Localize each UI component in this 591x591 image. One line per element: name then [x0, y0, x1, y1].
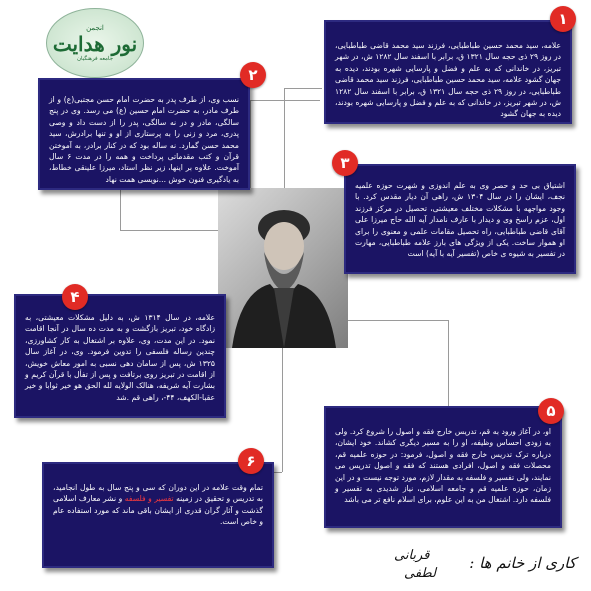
connector-line [250, 100, 320, 101]
step-badge-6: ۶ [238, 448, 264, 474]
connector-line [448, 320, 449, 410]
connector-line [120, 230, 218, 231]
logo-main-text: نور هدایت [52, 32, 138, 56]
card-text: اشتیاق بی حد و حصر وی به علم اندوزی و شهرت حوزه علمیه نجف، ایشان را در سال ۱۳۰۴ ش، راهی آن دیار مقدس کرد. با وجود مواجهه با مشکلات مختلف معیشتی، تحصیل در مرکز فرزند اول، عزم راسخ وی و دیدار با عارف نامدار آیه الله حاج میرزا علی آقای قاضی طباطبایی، راه تحصیل مقامات علمی و معنوی را برای او هموار ساخت. یکی از ویژگی های بارز علامه طباطبایی، مهارت در تفسیر به شیوه ی خاص (تفسیر آیه با آیه) است [355, 181, 565, 259]
info-card-2 [38, 78, 250, 190]
card-text [53, 482, 263, 528]
card-text-part: و نشر معارف اسلامی گذشت و آثار گران قدری از ایشان باقی ماند که مورد استفاده عام و خاص است. [53, 494, 263, 527]
connector-line [250, 100, 251, 190]
card-text-part: تمام وقت علامه در این دوران که سی و پنج سال به طول انجامید، به تدریس و تحقیق در زمینه [53, 483, 263, 504]
step-badge-2: ۲ [240, 62, 266, 88]
step-badge-4: ۴ [62, 284, 88, 310]
info-card-5 [324, 406, 562, 528]
credit-name-2: لطفی [404, 566, 437, 581]
highlight-text: تفسیر و فلسفه [124, 494, 174, 504]
card-text: نسب وی، از طرف پدر به حضرت امام حسن مجتبی(ع) و از طرف مادر، به حضرت امام حسین (ع) می رسد. وی در پنج سالگی، مادر و در نه سالگی، پدر را از دست داد و وصی پدری، مرد و زنی را به پرستاری از او و تنها برادرش، سید محمد حسن گمارد. نه ساله بود که در کنار برادر، به آموختن قرآن و کتب مقدماتی پرداخت و همه را در مدت ۶ سال آموخت. علاوه بر اینها، زیر نظر استاد، میرزا علینقی خطاط، به یادگیری فنون خوش ...نویسی همت نهاد [49, 95, 239, 184]
credit-label: کاری از خانم ها : [469, 554, 576, 572]
info-card-3 [344, 164, 576, 274]
credit [356, 548, 576, 588]
connector-line [284, 88, 285, 188]
connector-line [348, 320, 448, 321]
connector-line [120, 190, 121, 230]
card-text: علامه، سید محمد حسین طباطبایی، فرزند سید محمد قاضی طباطبایی، در روز ۲۹ ذی حجه سال ۱۳۲۱ ق، برابر با اسفند سال ۱۲۸۲ ش، در شهر تبریز، در خاندانی که به علم و فضل و پارسایی شهره بودند، دیده به جهان گشود علامه، سید محمد حسین طباطبایی، فرزند سید محمد قاضی طباطبایی، در روز ۲۹ ذی حجه سال ۱۳۲۱ ق، برابر با اسفند سال ۱۲۸۲ ش، در شهر تبریز، در خاندانی که به علم و فضل و پارسایی شهره بودند، دیده به جهان گشود [335, 41, 561, 119]
card-text: او، در آغاز ورود به قم، تدریس خارج فقه و اصول را شروع کرد. ولی به زودی احساس وظیفه، او را به مسیر دیگری کشاند. خود ایشان، درباره ترک تدریس خارج فقه و اصول، فرمود: در حوزه علمیه قم، محصلات فقه و اصول، افرادی هستند که فقه و اصول تدریس می نمایند، ولی تفسیر و فلسفه به مقدار لازم، مورد توجه نیست و در این زمان، حوزه علمیه قم و جامعه اسلامی، نیاز شدیدی به تفسیر و فلسفه دارد. اشتغال من به این علوم، برای اسلام نافع تر می باشد [335, 427, 551, 505]
step-badge-5: ۵ [538, 398, 564, 424]
connector-line [284, 88, 322, 89]
logo-bottom-text: جامعه فرهنگیان [76, 56, 113, 62]
card-text: علامه، در سال ۱۳۱۴ ش، به دلیل مشکلات معیشتی، به زادگاه خود، تبریز بازگشت و به مدت ده سال در آنجا اقامت نمود. در این مدت، وی، علاوه بر اشتغال به کار کشاورزی، چندین رساله فلسفی را تدوین فرمود. وی، در آغاز سال ۱۳۲۵ ش، پس از سامان دهی نسبی به امور معاش خویش، از اقامت در تبریز روی برتافت و پس از تفأل با قرآن کریم و بشارت آیه شریفه، هنالک الولایه لله الحق هو خیر ثوابا و خیر عقبا-الکهف، ۴۴-، راهی قم .شد [25, 313, 215, 402]
portrait-figure-icon [218, 188, 348, 348]
credit-name-1: قربانی [394, 548, 430, 563]
step-badge-1: ۱ [550, 6, 576, 32]
info-card-1 [324, 20, 572, 124]
info-card-6 [42, 462, 274, 568]
logo-top-text: انجمن [86, 24, 104, 32]
step-badge-3: ۳ [332, 150, 358, 176]
connector-line [282, 348, 283, 472]
portrait-photo [218, 188, 348, 348]
logo [46, 8, 144, 78]
info-card-4 [14, 294, 226, 418]
